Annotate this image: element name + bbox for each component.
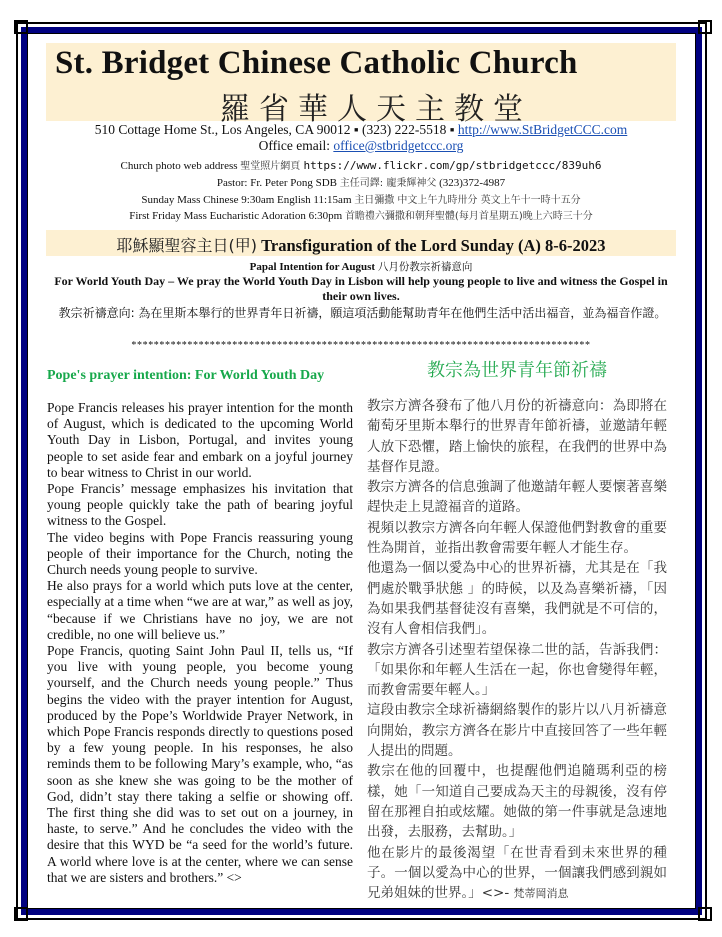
paragraph: Pope Francis’ message emphasizes his invitation that young people quickly take the path of bearing joyful witness to the Gospel. <box>47 481 353 529</box>
photo-label-en: Church photo web address <box>120 160 241 172</box>
paragraph: 視頻以教宗方濟各向年輕人保證他們對教會的重要性為開首，並指出教會需要年輕人才能生存。 <box>367 519 667 557</box>
paragraph: Pope Francis, quoting Saint John Paul II, tells us, “If you live with young people, you become young yourself, and the Church needs young people.” Thus begins the video with the prayer intention for August, produced by the Pope’s Worldwide Prayer Network, in which Pope Francis responds directly to questions posed by a few young people. In his responses, he also reminds them to be following Mary’s example, who, “as soon as she knew she was going to be the mother of God, didn’t stay there taking a selfie or showing off. The first thing she did was to set out on a journey, in haste, to serve.” And he concludes the video with the desire that this WYD be “a seed for the world’s future. A world where love is at the center, where we can sense that we are sisters and brothers.” <> <box>47 643 353 885</box>
article-body-zh <box>367 396 667 904</box>
photo-label-zh: 聖堂照片網頁 <box>240 161 304 172</box>
sunday-mass-en: Sunday Mass Chinese 9:30am English 11:15am <box>141 194 355 206</box>
church-name-en: St. Bridget Chinese Catholic Church <box>55 45 578 81</box>
paragraph: 教宗在他的回覆中，也提醒他們追隨瑪利亞的榜樣，她「一知道自己要成為天主的母親後，沒有停留在那裡自拍或炫耀。她做的第一件事就是急速地出發，去服務，去幫助。」 <box>367 763 667 841</box>
paragraph-text: 他在影片的最後渴望「在世青看到未來世界的種子。一個以愛為中心的世界，一個讓我們感到親如兄弟姐妹的世界。」<>- <box>367 844 667 902</box>
paragraph: 教宗方濟各發布了他八月份的祈禱意向：為即將在葡萄牙里斯本舉行的世界青年節祈禱，並邀請年輕人放下恐懼，踏上愉快的旅程，在我們的世界中為基督作見證。 <box>367 398 667 475</box>
paragraph: 這段由教宗全球祈禱網絡製作的影片以八月祈禱意向開始，教宗方濟各在影片中直接回答了一些年輕人提出的問題。 <box>367 702 667 760</box>
papal-intention-en: For World Youth Day – We pray the World Youth Day in Lisbon will help young people to live and witness the Gospel in their own lives. <box>54 274 668 303</box>
sunday-title-en: Transfiguration of the Lord Sunday (A) 8-6-2023 <box>256 236 606 255</box>
source-credit: 梵蒂岡消息 <box>513 887 569 901</box>
pastor-zh: 主任司鐸: 龐秉輝神父 <box>339 178 437 189</box>
separator-stars: ********************************************************************************** <box>131 340 591 351</box>
papal-intention-zh: 教宗祈禱意向: 為在里斯本舉行的世界青年日祈禱，願這項活動能幫助青年在他們生活中活出福音，並為福音作證。 <box>58 306 667 320</box>
papal-label-en: Papal Intention for August <box>249 261 378 273</box>
border-corner-ornament <box>14 20 28 34</box>
article-heading-zh: 教宗為世界青年節祈禱 <box>427 360 607 381</box>
paragraph-last <box>367 843 667 905</box>
address-phone: 510 Cottage Home St., Los Angeles, CA 90012 ▪ (323) 222-5518 ▪ <box>94 122 458 137</box>
photo-url: https://www.flickr.com/gp/stbridgetccc/839uh6 <box>303 159 602 172</box>
papal-label-zh: 八月份教宗祈禱意向 <box>377 261 473 273</box>
article-english <box>47 368 353 886</box>
article-chinese <box>367 356 667 904</box>
article-heading-en: Pope's prayer intention: For World Youth Day <box>47 368 325 383</box>
sunday-mass-line <box>46 191 676 206</box>
website-link[interactable]: http://www.StBridgetCCC.com <box>457 122 628 137</box>
border-corner-ornament <box>698 20 712 34</box>
church-name-zh: 羅省華人天主教堂 <box>220 92 532 127</box>
sunday-mass-zh: 主日彌撒 中文上午九時卅分 英文上午十一時十五分 <box>354 195 581 206</box>
first-friday-en: First Friday Mass Eucharistic Adoration 6:30pm <box>129 210 345 222</box>
address-line <box>46 122 676 138</box>
papal-intention-label <box>46 259 676 274</box>
paragraph: He also prays for a world which puts love at the center, especially at a time when “we are at war,” as well as joy, “because if we Christians have no joy, we are not credible, no one will believe us.” <box>47 578 353 642</box>
paragraph: 教宗方濟各的信息強調了他邀請年輕人要懷著喜樂趕快走上見證福音的道路。 <box>367 479 667 516</box>
first-friday-line <box>46 207 676 222</box>
paragraph: 教宗方濟各引述聖若望保祿二世的話，告訴我們：「如果你和年輕人生活在一起，你也會變得年輕，而教會需要年輕人。」 <box>367 641 667 699</box>
pastor-en: Pastor: Fr. Peter Pong SDB <box>216 177 340 189</box>
sunday-title <box>46 233 676 256</box>
border-corner-ornament <box>14 907 28 921</box>
email-line <box>46 138 676 154</box>
photo-line <box>46 157 676 172</box>
article-body-en <box>47 400 353 886</box>
pastor-phone: (323)372-4987 <box>436 177 506 189</box>
first-friday-zh: 首瞻禮六彌撒和朝拜聖體(每月首星期五)晚上六時三十分 <box>344 211 593 222</box>
paragraph: Pope Francis releases his prayer intention for the month of August, which is dedicated to the upcoming World Youth Day in Lisbon, Portugal, and invites young people to set aside fear and embark on a joyful journey to bear witness to Christ in our world. <box>47 400 353 480</box>
paragraph: The video begins with Pope Francis reassuring young people of their importance for the Church, noting the Church needs young people to survive. <box>47 529 353 578</box>
paragraph: 他還為一個以愛為中心的世界祈禱，尤其是在「我們處於戰爭狀態 」的時候，以及為喜樂祈禱，「因為如果我們基督徒沒有喜樂，我們就是不可信的，沒有人會相信我們」。 <box>367 560 667 638</box>
sunday-title-zh: 耶穌顯聖容主日(甲) <box>116 236 257 255</box>
pastor-line <box>46 174 676 189</box>
email-link[interactable]: office@stbridgetccc.org <box>333 138 464 153</box>
email-label: Office email: <box>258 138 334 153</box>
border-corner-ornament <box>698 907 712 921</box>
